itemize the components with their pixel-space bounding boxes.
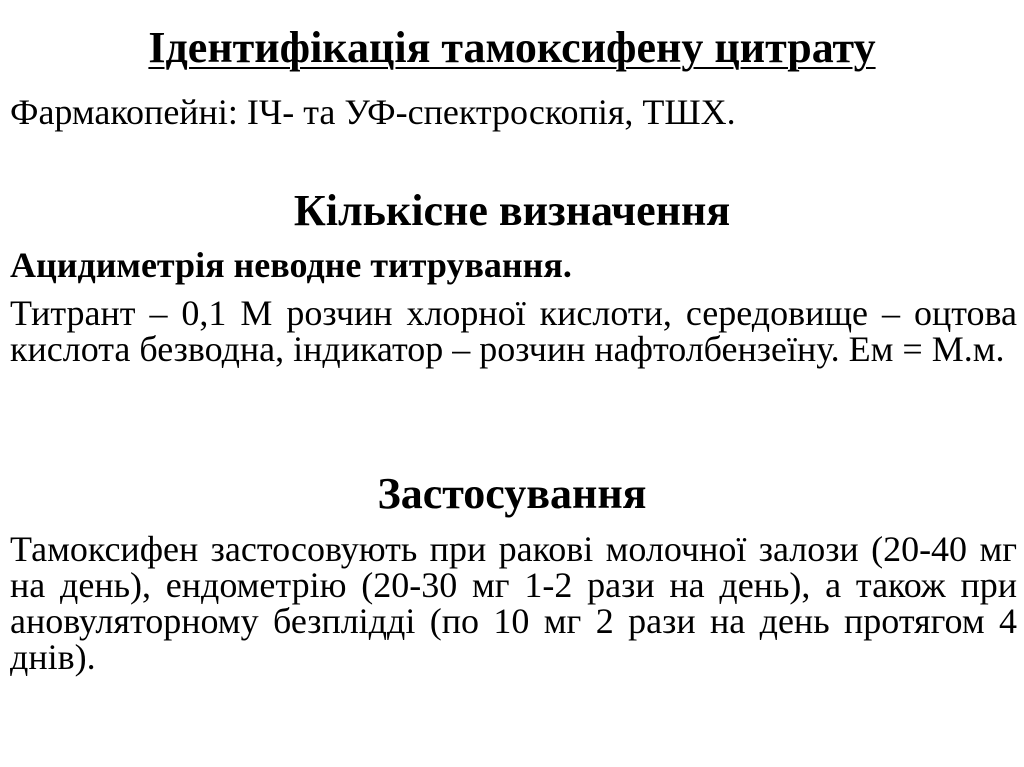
usage-heading: Застосування	[377, 469, 647, 518]
quantitative-determination-heading: Кількісне визначення	[293, 186, 731, 235]
titrant-paragraph: Титрант – 0,1 М розчин хлорної кислоти, середовище – оцтова кислота безводна, індикатор – розчин нафтолбензеїну. Ем = М.м.	[10, 293, 1017, 369]
usage-paragraph: Тамоксифен застосовують при ракові молочної залози (20-40 мг на день), ендометрію (20-30 мг 1-2 рази на день), а також при ановуляторному безплідді (по 10 мг 2 рази на день протягом 4 днів).	[10, 529, 1017, 677]
method-text: Ацидиметрія неводне титрування.	[10, 245, 572, 285]
pharmacopeia-methods-text: Фармакопейні: ІЧ- та УФ-спектроскопія, ТШХ.	[10, 92, 736, 132]
slide-title: Ідентифікація тамоксифену цитрату	[148, 23, 876, 72]
